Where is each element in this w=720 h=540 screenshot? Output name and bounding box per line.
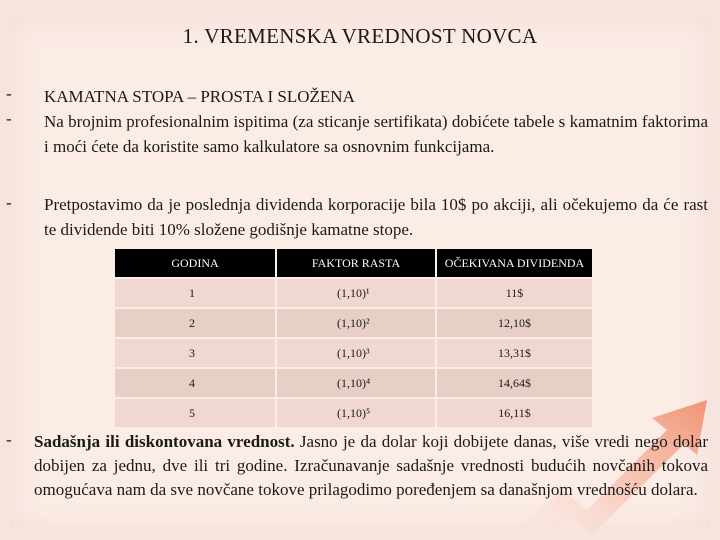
dividend-cell: 16,11$ [436, 398, 593, 428]
bullet-item: Na brojnim profesionalnim ispitima (za sticanje sertifikata) dobićete tabele s kamatnim faktorima i moći ćete da koristite samo kalkulatore sa osnovnim funkcijama. [44, 112, 708, 156]
dividend-cell: 14,64$ [436, 368, 593, 398]
year-cell: 5 [114, 398, 276, 428]
table-row [114, 368, 593, 398]
column-header-year: GODINA [114, 248, 276, 278]
column-header-growth-factor: FAKTOR RASTA [276, 248, 436, 278]
table-row [114, 278, 593, 308]
present-value-text: Jasno je da dolar koji dobijete danas, više vredi nego dolar dobijen za jednu, dve ili tri godine. Izračunavanje sadašnje vrednosti budućih novčanih tokova omogućava nam da sve novčane tokove prilagodimo poređenjem sa današnjom vrednošću dolara. [34, 432, 708, 499]
growth-factor-cell: (1,10)⁴ [276, 368, 436, 398]
dividend-cell: 12,10$ [436, 308, 593, 338]
growth-factor-cell: (1,10)¹ [276, 278, 436, 308]
table-row [114, 338, 593, 368]
year-cell: 1 [114, 278, 276, 308]
bullet-dash: - [6, 430, 12, 449]
bullet-dash: - [6, 109, 12, 128]
dividend-table [113, 247, 594, 429]
year-cell: 3 [114, 338, 276, 368]
growth-factor-cell: (1,10)⁵ [276, 398, 436, 428]
table-row [114, 308, 593, 338]
bullet-dash: - [6, 193, 12, 212]
dividend-cell: 11$ [436, 278, 593, 308]
present-value-heading: Sadašnja ili diskontovana vrednost. [34, 432, 295, 451]
present-value-paragraph [34, 430, 708, 502]
slide-title: 1. VREMENSKA VREDNOST NOVCA [182, 24, 538, 48]
dividend-cell: 13,31$ [436, 338, 593, 368]
growth-factor-cell: (1,10)² [276, 308, 436, 338]
bullet-item: KAMATNA STOPA – PROSTA I SLOŽENA [44, 87, 355, 106]
growth-factor-cell: (1,10)³ [276, 338, 436, 368]
table-header-row [114, 248, 593, 278]
table-row [114, 398, 593, 428]
bullet-item: Pretpostavimo da je poslednja dividenda korporacije bila 10$ po akciji, ali očekujemo da će rast te dividende biti 10% složene godišnje kamatne stope. [44, 195, 708, 239]
year-cell: 2 [114, 308, 276, 338]
year-cell: 4 [114, 368, 276, 398]
bullet-dash: - [6, 84, 12, 103]
column-header-expected-dividend: OČEKIVANA DIVIDENDA [436, 248, 593, 278]
